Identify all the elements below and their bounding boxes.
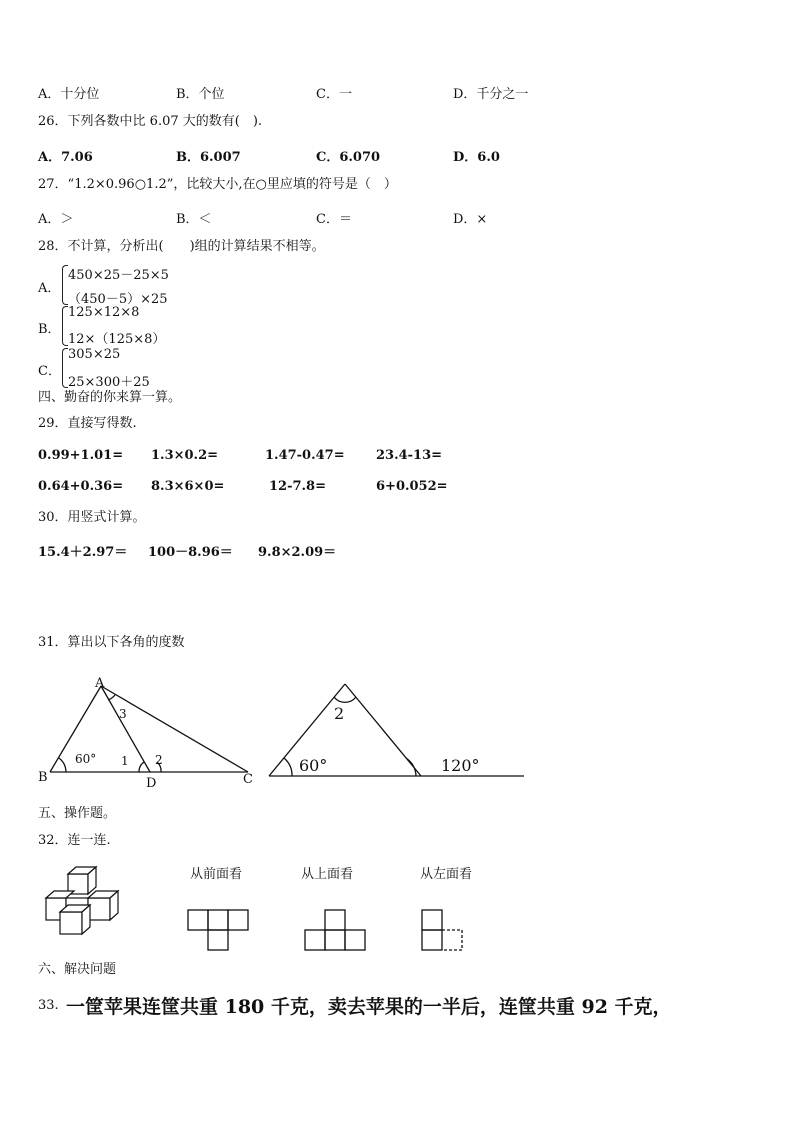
q26-option-b: B．6.007 [176,150,241,165]
angle-2-label: 2 [155,753,163,767]
q25-option-a: A．十分位 [38,87,100,102]
q25-option-b: B．个位 [176,87,225,102]
section-6-heading: 六、解决问题 [38,962,117,977]
q29-item: 8.3×6×0= [151,479,225,494]
q28-group-b-label: B． [38,322,61,337]
q28-group-a-line1: 450×25－25×5 [68,268,169,283]
fig2-angle-right-label: 120° [441,756,480,775]
q28-group-c-line2: 25×300＋25 [68,375,150,390]
q29-item: 12-7.8= [269,479,326,494]
q28-group-b-line2: 12×（125×8） [68,332,166,347]
fig2-angle-top-label: 2 [334,704,345,723]
q30-item: 9.8×2.09＝ [258,545,337,560]
q29-item: 1.47-0.47= [265,448,345,463]
angle-3-label: 3 [119,707,127,721]
q29-item: 6+0.052= [376,479,448,494]
view-label-front: 从前面看 [190,867,243,882]
q25-option-d: D．千分之一 [453,87,529,102]
cube-stack-figure [40,864,136,942]
section-5-heading: 五、操作题。 [38,806,117,821]
q26-stem: 26．下列各数中比 6.07 大的数有( ). [38,114,263,129]
q31-stem: 31．算出以下各角的度数 [38,635,185,650]
angle-1-label: 1 [121,754,129,768]
vertex-label-d: D [146,776,157,791]
section-4-heading: 四、勤奋的你来算一算。 [38,390,182,405]
q27-option-d: D．× [453,212,488,227]
q28-group-a-label: A． [38,281,61,296]
q29-item: 23.4-13= [376,448,443,463]
front-view-drawing [186,908,252,954]
left-view-drawing [418,908,468,954]
view-label-left: 从左面看 [420,867,473,882]
q28-group-c-line1: 305×25 [68,347,121,362]
q26-option-a: A．7.06 [38,150,93,165]
q27-stem: 27．“1.2×0.96○1.2”，比较大小,在○里应填的符号是（ ） [38,177,397,192]
q29-item: 0.64+0.36= [38,479,124,494]
view-label-top: 从上面看 [301,867,354,882]
q28-group-c-label: C． [38,364,61,379]
q33-number: 33. [38,998,59,1013]
q27-option-c: C．＝ [316,212,352,227]
q29-item: 1.3×0.2= [151,448,219,463]
vertex-label-c: C [243,772,253,787]
q26-option-d: D．6.0 [453,150,500,165]
q30-item: 15.4＋2.97＝ [38,545,128,560]
q27-option-a: A．＞ [38,212,74,227]
vertex-label-b: B [38,770,48,785]
vertex-label-a: A [95,676,105,691]
q25-option-c: C．一 [316,87,352,102]
angle-b-label: 60° [75,752,97,766]
q32-stem: 32．连一连. [38,833,111,848]
fig2-angle-left-label: 60° [299,756,328,775]
q30-stem: 30．用竖式计算。 [38,510,146,525]
q26-option-c: C．6.070 [316,150,381,165]
q27-option-b: B．＜ [176,212,212,227]
q28-group-b-line1: 125×12×8 [68,305,140,320]
q30-item: 100－8.96＝ [148,545,233,560]
q33-text: 一筐苹果连筐共重 180 千克，卖去苹果的一半后，连筐共重 92 千克， [66,996,672,1018]
top-view-drawing [303,908,369,954]
q29-item: 0.99+1.01= [38,448,124,463]
q29-stem: 29．直接写得数. [38,416,137,431]
q28-stem: 28．不计算，分析出( )组的计算结果不相等。 [38,239,325,254]
q28-group-a-line2: （450－5）×25 [68,292,168,307]
